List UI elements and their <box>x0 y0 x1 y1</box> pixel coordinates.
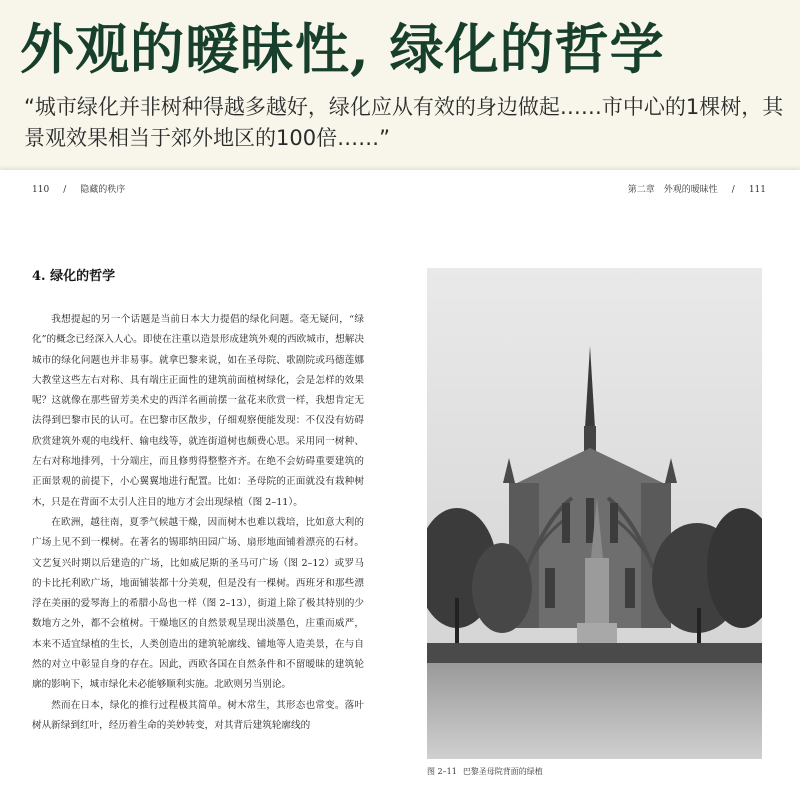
right-separator: / <box>731 185 735 195</box>
right-page-number: 111 <box>748 185 766 195</box>
body-text <box>32 310 364 736</box>
left-separator: / <box>63 185 67 195</box>
promo-banner <box>0 0 800 168</box>
notre-dame-photo <box>427 268 762 759</box>
pull-quote: “城市绿化并非树种得越多越好，绿化应从有效的身边做起……市中心的1棵树，其景观效果相当于郊外地区的100倍……” <box>24 95 784 150</box>
left-running-head <box>32 182 125 195</box>
figure-caption <box>427 766 543 777</box>
right-running-head <box>628 182 766 195</box>
section-title: 4. 绿化的哲学 <box>32 269 116 284</box>
right-chapter-title: 第二章 外观的暧昧性 <box>627 185 718 195</box>
left-book-title: 隐藏的秩序 <box>80 185 126 195</box>
figure-caption-text: 巴黎圣母院背面的绿植 <box>462 767 543 776</box>
paragraph-2: 在欧洲，越往南，夏季气候越干燥，因而树木也难以栽培，比如意大利的广场上见不到一棵树。在著名的锡耶纳田园广场、扇形地面铺着漂亮的石材。文艺复兴时期以后建造的广场，比如威尼斯的圣马可广场（图 2–12）或罗马的卡比托利欧广场，地面铺装都十分美观，但是没有一棵树。西班牙和那些漂浮在美丽的爱琴海上的希腊小岛也一样（图 2–13），街道上除了极其特别的少数地方之外，都不会植树。干燥地区的自然景观呈现出淡墨色，庄重而威严，本来不适宜绿植的生长，人类创造出的建筑轮廓线、铺地等人造美景，在与自然的对立中彰显自身的存在。因此，西欧各国在自然条件和不留暧昧的建筑轮廓的影响下，城市绿化未必能够顺利实施。北欧则另当别论。 <box>32 516 364 691</box>
paragraph-1: 我想提起的另一个话题是当前日本大力提倡的绿化问题。毫无疑问，“绿化”的概念已经深入人心。即使在注重以造景形成建筑外观的西欧城市，想解决城市的绿化问题也并非易事。就拿巴黎来说，如在圣母院、歌剧院或玛德莲娜大教堂这些左右对称、具有端庄正面性的建筑前面植树绿化，会是怎样的效果呢？这就像在那些留芳美术史的西洋名画前摆一盆花来欣赏一样，我想肯定无法得到巴黎市民的认可。在巴黎市区散步，仔细观察便能发现：不仅没有妨碍欣赏建筑外观的电线杆、输电线等，就连街道树也颇费心思。采用同一树种、左右对称地排列，十分端庄，而且修剪得整整齐齐。在绝不会妨碍重要建筑的正面景观的前提下，小心翼翼地进行配置。比如：圣母院的正面就没有栽种树木，只是在背面不太引人注目的地方才会出现绿植（图 2–11）。 <box>32 314 364 508</box>
main-title: 外观的暧昧性, 绿化的哲学 <box>20 17 665 81</box>
paragraph-3: 然而在日本，绿化的推行过程极其简单。树木常生，其形态也常变。落叶树从新绿到红叶，经历着生命的美妙转变，对其背后建筑轮廓线的 <box>32 699 364 731</box>
left-page-number: 110 <box>32 185 50 195</box>
figure-number: 图 2–11 <box>427 767 457 776</box>
